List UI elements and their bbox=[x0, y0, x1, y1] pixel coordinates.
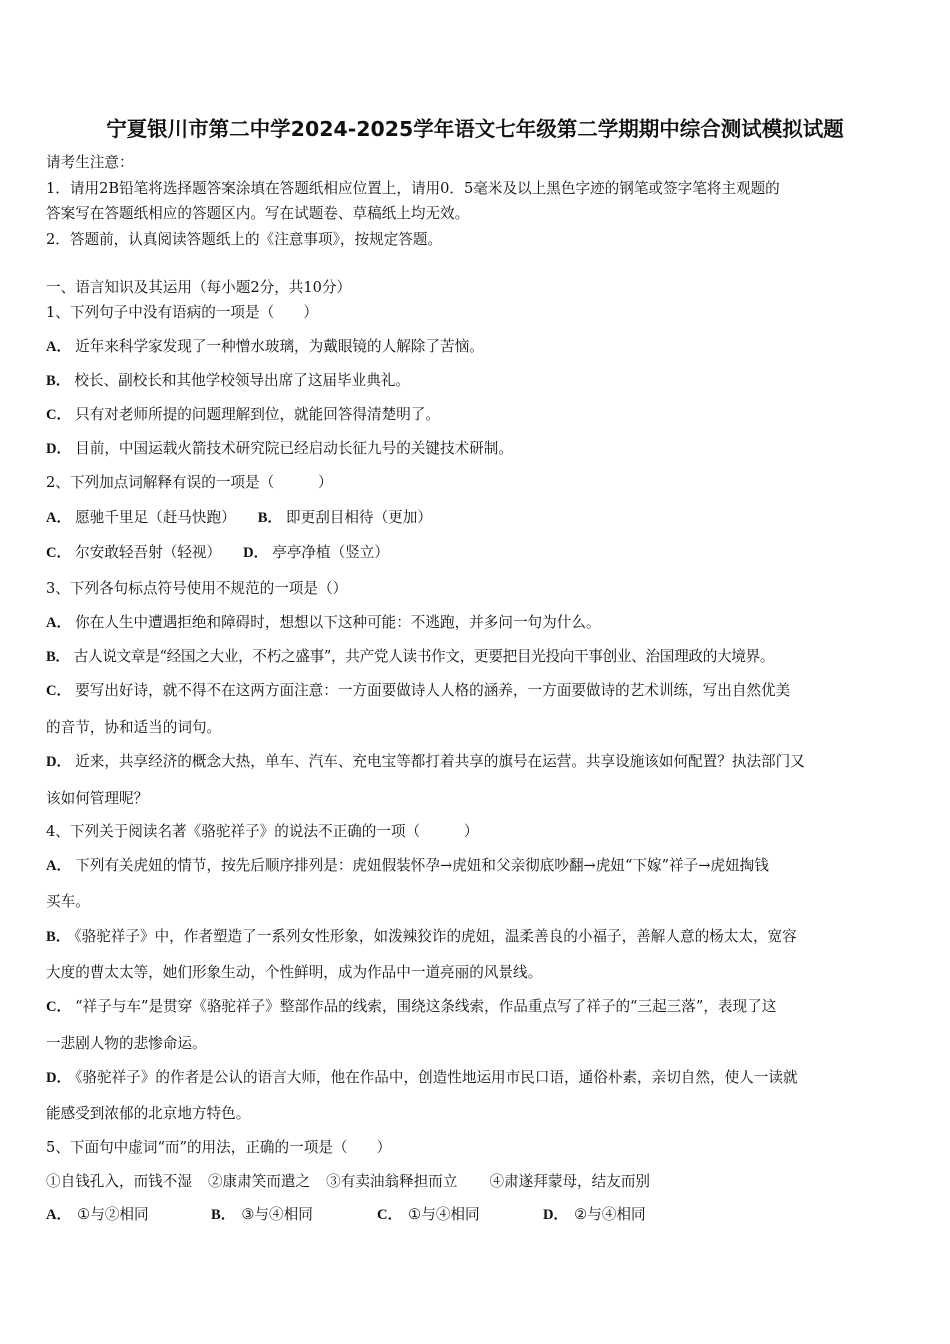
option-label: A． bbox=[46, 615, 72, 631]
q5-item: ①自钱孔入，而钱不湿 bbox=[46, 1173, 192, 1190]
section-heading: 一、语言知识及其运用（每小题2分，共10分） bbox=[46, 279, 352, 296]
q5-item: ④肃遂拜蒙母，结友而别 bbox=[489, 1173, 651, 1190]
q5-item: ②康肃笑而遣之 bbox=[207, 1173, 311, 1190]
q4-option-c bbox=[46, 995, 916, 1016]
q2-options-ab bbox=[46, 506, 916, 527]
option-label: A． bbox=[46, 858, 72, 874]
option-label: D． bbox=[46, 441, 72, 457]
option-text: “祥子与车”是贯穿《骆驼祥子》整部作品的线索，围绕这条线索，作品重点写了祥子的“三起三落”，表现了这 bbox=[75, 998, 777, 1015]
q5-stem: 5、下面句中虚词“而”的用法，正确的一项是（ ） bbox=[46, 1139, 392, 1156]
option-text: 你在人生中遭遇拒绝和障碍时，想想以下这种可能：不逃跑，并多问一句为什么。 bbox=[75, 614, 601, 631]
option-text: 《骆驼祥子》的作者是公认的语言大师，他在作品中，创造性地运用市民口语，通俗朴素，亲切自然，使人一读就 bbox=[75, 1069, 798, 1086]
option-label: B． bbox=[46, 649, 70, 665]
option-label: C． bbox=[377, 1207, 403, 1223]
page-title: 宁夏银川市第二中学2024-2025学年语文七年级第二学期期中综合测试模拟试题 bbox=[106, 117, 844, 141]
q5-items bbox=[46, 1170, 916, 1191]
option-label: B． bbox=[46, 929, 71, 945]
notice-line-2: 2．答题前，认真阅读答题纸上的《注意事项》，按规定答题。 bbox=[46, 231, 443, 248]
option-text: 只有对老师所提的问题理解到位，就能回答得清楚明了。 bbox=[75, 406, 440, 423]
q3-option-c bbox=[46, 679, 916, 700]
option-label: C． bbox=[46, 683, 72, 699]
q1-option-a bbox=[46, 335, 916, 356]
option-text: 愿驰千里足（赶马快跑） bbox=[75, 509, 236, 526]
q3-option-b bbox=[46, 645, 916, 666]
q3-option-d bbox=[46, 750, 916, 771]
option-text: 目前，中国运载火箭技术研究院已经启动长征九号的关键技术研制。 bbox=[75, 440, 513, 457]
option-text: 校长、副校长和其他学校领导出席了这届毕业典礼。 bbox=[74, 372, 410, 389]
option-text: ①与④相同 bbox=[408, 1206, 480, 1223]
q3-stem: 3、下列各句标点符号使用不规范的一项是（） bbox=[46, 580, 348, 597]
option-label: D． bbox=[46, 1070, 72, 1086]
option-label: C． bbox=[46, 545, 72, 561]
q4-option-d-cont: 能感受到浓郁的北京地方特色。 bbox=[46, 1105, 251, 1122]
option-label: D． bbox=[543, 1207, 569, 1223]
q3-option-c-cont: 的音节，协和适当的词句。 bbox=[46, 719, 222, 736]
option-text: 《骆驼祥子》中，作者塑造了一系列女性形象，如泼辣狡诈的虎妞，温柔善良的小福子，善解人意的杨太太，宽容 bbox=[74, 928, 797, 945]
q1-option-d bbox=[46, 437, 916, 458]
option-text: 近来，共享经济的概念大热，单车、汽车、充电宝等都打着共享的旗号在运营。共享设施该如何配置？执法部门又 bbox=[75, 753, 805, 770]
option-text: 要写出好诗，就不得不在这两方面注意：一方面要做诗人人格的涵养，一方面要做诗的艺术训练，写出自然优美 bbox=[75, 682, 791, 699]
notice-line-1: 1．请用2B铅笔将选择题答案涂填在答题纸相应位置上，请用0．5毫米及以上黑色字迹的钢笔或签字笔将主观题的 bbox=[46, 180, 780, 197]
q3-option-a bbox=[46, 611, 916, 632]
q5-options bbox=[46, 1203, 916, 1224]
option-text: ③与④相同 bbox=[241, 1206, 313, 1223]
q1-option-c bbox=[46, 403, 916, 424]
q4-option-b bbox=[46, 925, 916, 946]
q4-option-c-cont: 一悲剧人物的悲惨命运。 bbox=[46, 1035, 207, 1052]
option-text: ②与④相同 bbox=[574, 1206, 646, 1223]
option-label: A． bbox=[46, 510, 72, 526]
q3-option-d-cont: 该如何管理呢？ bbox=[46, 790, 149, 807]
q4-option-d bbox=[46, 1066, 916, 1087]
option-label: D． bbox=[46, 754, 72, 770]
option-label: A． bbox=[46, 339, 72, 355]
option-label: B． bbox=[46, 373, 71, 389]
q4-option-a-cont: 买车。 bbox=[46, 893, 90, 910]
q1-option-b bbox=[46, 369, 916, 390]
q4-option-b-cont: 大度的曹太太等，她们形象生动，个性鲜明，成为作品中一道亮丽的风景线。 bbox=[46, 964, 543, 981]
q4-option-a bbox=[46, 854, 916, 875]
option-label: C． bbox=[46, 999, 72, 1015]
option-text: 尔安敢轻吾射（轻视） bbox=[75, 544, 222, 561]
option-label: C． bbox=[46, 407, 72, 423]
option-label: B． bbox=[211, 1207, 236, 1223]
option-text: 古人说文章是“经国之大业，不朽之盛事”，共产党人读书作文，更要把目光投向干事创业、治国理政的大境界。 bbox=[73, 648, 775, 665]
q2-options-cd bbox=[46, 541, 916, 562]
option-text: 即更刮目相待（更加） bbox=[286, 509, 432, 526]
option-label: B． bbox=[257, 510, 283, 526]
option-text: ①与②相同 bbox=[77, 1206, 149, 1223]
option-text: 下列有关虎妞的情节，按先后顺序排列是：虎妞假装怀孕→虎妞和父亲彻底吵翻→虎妞“下嫁”祥子→虎妞掏钱 bbox=[75, 857, 769, 874]
option-label: A． bbox=[46, 1207, 72, 1223]
option-label: D． bbox=[243, 545, 269, 561]
q5-item: ③有卖油翁释担而立 bbox=[326, 1173, 458, 1190]
option-text: 近年来科学家发现了一种憎水玻璃，为戴眼镜的人解除了苦恼。 bbox=[75, 338, 484, 355]
notice-line-1b: 答案写在答题纸相应的答题区内。写在试题卷、草稿纸上均无效。 bbox=[46, 205, 470, 222]
q1-stem: 1、下列句子中没有语病的一项是（ ） bbox=[46, 304, 318, 321]
q4-stem: 4、下列关于阅读名著《骆驼祥子》的说法不正确的一项（ ） bbox=[46, 823, 479, 840]
notice-heading: 请考生注意： bbox=[46, 154, 134, 171]
option-text: 亭亭净植（竖立） bbox=[272, 544, 389, 561]
q2-stem: 2、下列加点词解释有误的一项是（ ） bbox=[46, 474, 333, 491]
